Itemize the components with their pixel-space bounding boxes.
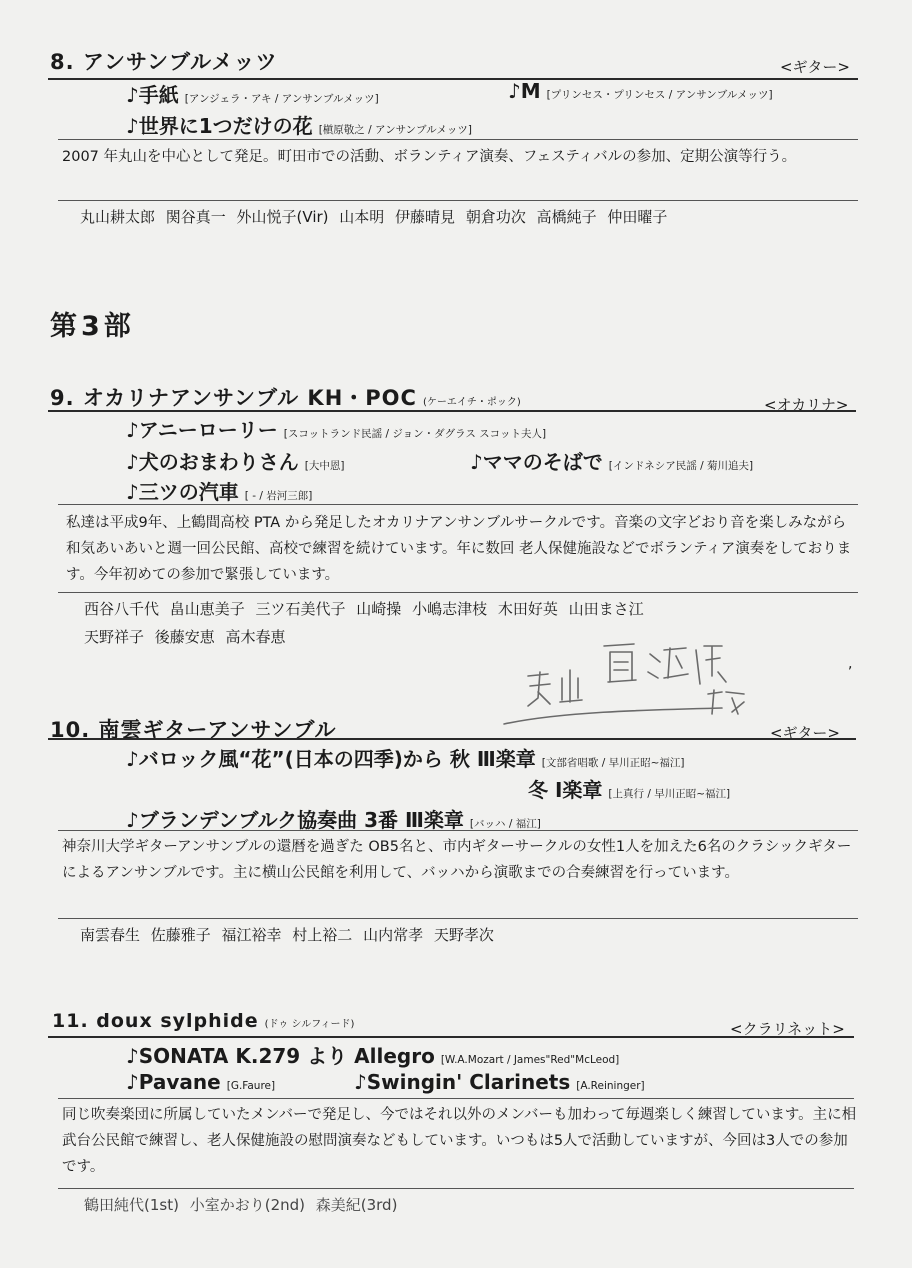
song-item [126, 110, 472, 139]
section-8-title: 8. アンサンブルメッツ [50, 50, 278, 74]
section-10-description: 神奈川大学ギターアンサンブルの還暦を過ぎた OB5名と、市内ギターサークルの女性1人を加えた6名のクラシックギターによるアンサンブルです。主に横山公民館を利用して、バッハから演歌までの合奏練習を行っています。 [62, 839, 852, 881]
part-heading: 第3部 [50, 311, 135, 342]
song-item [126, 414, 546, 443]
section-9-members: 天野祥子 後藤安恵 高木春恵 [84, 628, 286, 646]
song-title: ♪ママのそばで [470, 450, 603, 474]
song-title: ♪世界に1つだけの花 [126, 114, 313, 138]
song-title: ♪Swingin' Clarinets [354, 1070, 571, 1094]
song-title: ♪犬のおまわりさん [126, 450, 299, 474]
section-10-rule [48, 738, 856, 740]
section-11-members: 鶴田純代(1st) 小室かおり(2nd) 森美紀(3rd) [84, 1196, 398, 1214]
song-credit: [上真行 / 早川正昭~福江] [608, 788, 731, 800]
song-title: ♪ブランデンブルク協奏曲 3番 Ⅲ楽章 [126, 808, 464, 832]
divider [58, 139, 858, 140]
section-8-members: 丸山耕太郎 関谷真一 外山悦子(Vir) 山本明 伊藤晴見 朝倉功次 高橋純子 仲田曜子 [80, 208, 668, 226]
song-title: ♪バロック風“花”(日本の四季)から 秋 Ⅲ楽章 [126, 747, 536, 771]
divider [58, 592, 858, 593]
section-11-description: 同じ吹奏楽団に所属していたメンバーで発足し、今ではそれ以外のメンバーも加わって毎週楽しく練習しています。主に相武台公民館で練習し、老人保健施設の慰問演奏などもしています。いつもは5人で活動していますが、今回は3人での参加です。 [62, 1107, 857, 1175]
song-credit: [G.Faure] [226, 1080, 276, 1092]
song-title: ♪Pavane [126, 1070, 221, 1094]
section-9-title [50, 382, 521, 412]
section-10-instrument: <ギター> [770, 724, 840, 742]
song-item [470, 446, 753, 475]
song-credit: [A.Reininger] [576, 1080, 645, 1092]
section-11-title [52, 1010, 354, 1032]
song-item [126, 476, 312, 505]
section-9-members: 西谷八千代 畠山恵美子 三ツ石美代子 山崎操 小嶋志津枝 木田好英 山田まさ江 [84, 600, 644, 618]
divider [58, 1188, 854, 1189]
section-subtitle: (ドゥ シルフィード) [264, 1019, 355, 1030]
divider [58, 918, 858, 919]
song-credit: [文部省唱歌 / 早川正昭~福江] [541, 757, 685, 769]
divider [58, 504, 858, 505]
song-item [508, 79, 773, 103]
song-credit: [ - / 岩河三郎] [244, 490, 313, 502]
section-11-rule [48, 1036, 854, 1038]
song-title: 冬 Ⅰ楽章 [528, 778, 603, 802]
song-credit: [槇原敬之 / アンサンブルメッツ] [318, 124, 472, 136]
song-item [354, 1070, 645, 1094]
song-title: ♪手紙 [126, 83, 179, 107]
divider [58, 200, 858, 201]
section-9-instrument: <オカリナ> [764, 396, 849, 414]
song-credit: [大中恩] [304, 460, 345, 472]
section-title-text: 11. doux sylphide [52, 1010, 259, 1032]
song-title: ♪三ツの汽車 [126, 480, 239, 504]
section-9-description: 私達は平成9年、上鶴間高校 PTA から発足したオカリナアンサンブルサークルです。音楽の文字どおり音を楽しみながら和気あいあいと週一回公民館、高校で練習を続けています。年に数回 老人保健施設などでボランティア演奏をしております。今年初めての参加で緊張しています。 [66, 515, 852, 583]
song-item [126, 1040, 619, 1069]
song-title: ♪SONATA K.279 より Allegro [126, 1044, 435, 1068]
song-item [126, 743, 684, 772]
section-10-title: 10. 南雲ギターアンサンブル [50, 718, 337, 742]
handwritten-note [500, 632, 770, 732]
song-item [126, 804, 541, 833]
song-item [126, 1070, 275, 1094]
stray-mark: , [848, 656, 853, 672]
section-subtitle: (ケーエイチ・ポック) [422, 397, 521, 408]
song-item [528, 774, 730, 803]
section-11-instrument: <クラリネット> [730, 1020, 845, 1038]
song-item [126, 446, 344, 475]
divider [58, 1098, 854, 1099]
song-credit: [インドネシア民謡 / 菊川追夫] [608, 460, 754, 472]
song-credit: [W.A.Mozart / James"Red"McLeod] [440, 1054, 620, 1066]
song-credit: [アンジェラ・アキ / アンサンブルメッツ] [184, 93, 379, 105]
divider [58, 830, 858, 831]
song-item [126, 79, 379, 108]
song-title: ♪M [508, 79, 541, 103]
song-title: ♪アニーローリー [126, 418, 278, 442]
section-8-instrument: <ギター> [780, 58, 850, 76]
song-credit: [スコットランド民謡 / ジョン・ダグラス スコット夫人] [283, 428, 547, 440]
song-credit: [プリンセス・プリンセス / アンサンブルメッツ] [546, 89, 773, 101]
section-10-members: 南雲春生 佐藤雅子 福江裕幸 村上裕二 山内常孝 天野孝次 [80, 926, 494, 944]
section-title-text: 9. オカリナアンサンブル KH・POC [50, 386, 417, 410]
section-9-rule [48, 410, 856, 412]
song-credit: [バッハ / 福江] [469, 818, 541, 830]
section-8-description: 2007 年丸山を中心として発足。町田市での活動、ボランティア演奏、フェスティバルの参加、定期公演等行う。 [62, 149, 797, 165]
